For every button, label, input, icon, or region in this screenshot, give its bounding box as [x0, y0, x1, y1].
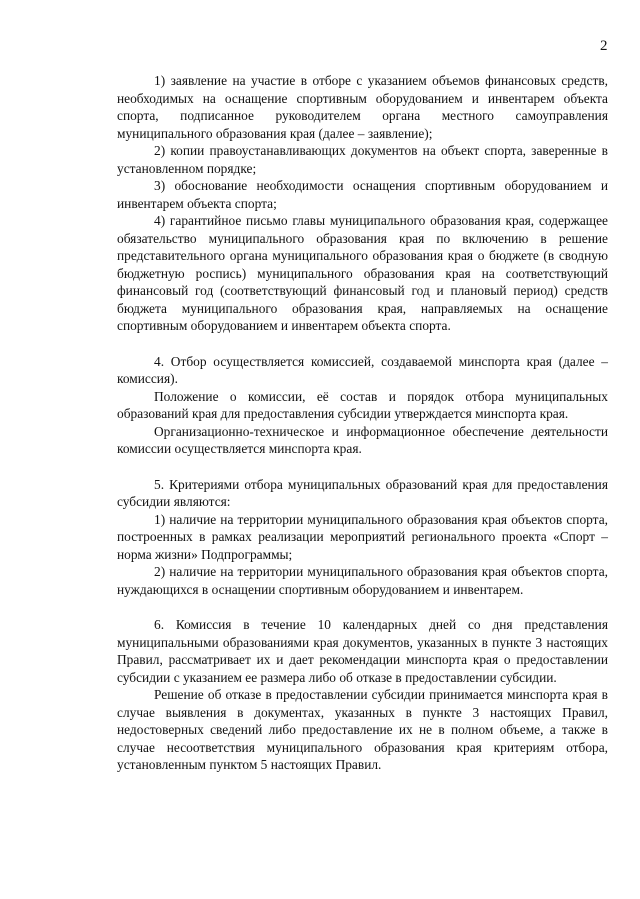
paragraph-commission-regulation: Положение о комиссии, её состав и порядок отбора муниципальных образований края для предоставления субсидии утверждается минспорта края.	[117, 388, 608, 421]
document-body	[117, 72, 608, 774]
paragraph-item-4: 4) гарантийное письмо главы муниципального образования края, содержащее обязательство муниципального образования края по включению в решение представительного органа муниципального образования края о бюджете (в сводную бюджетную роспись) муниципального образования края на соответствующий финансовый год (соответствующий финансовый год и плановый период) средств бюджета муниципального образования края, направляемых на оснащение спортивным оборудованием и инвентарем объекта спорта.	[117, 213, 608, 333]
page-number: 2	[600, 38, 608, 54]
paragraph-section-4: 4. Отбор осуществляется комиссией, создаваемой минспорта края (далее – комиссия).	[117, 353, 608, 386]
paragraph-criterion-1: 1) наличие на территории муниципального образования края объектов спорта, построенных в рамках реализации мероприятий регионального проекта «Спорт – норма жизни» Подпрограммы;	[117, 511, 608, 562]
paragraph-refusal-decision: Решение об отказе в предоставлении субсидии принимается минспорта края в случае выявления в документах, указанных в пункте 3 настоящих Правил, недостоверных сведений либо предоставление их не в полном объеме, а также в случае несоответствия муниципального образования края критериям отбора, установленным пунктом 5 настоящих Правил.	[117, 687, 608, 772]
paragraph-section-6: 6. Комиссия в течение 10 календарных дней со дня представления муниципальными образованиями края документов, указанных в пункте 3 настоящих Правил, рассматривает их и дает рекомендации минспорта края о предоставлении субсидии с указанием ее размера либо об отказе в предоставлении субсидии.	[117, 617, 608, 685]
paragraph-commission-support: Организационно-техническое и информационное обеспечение деятельности комиссии осуществляется минспорта края.	[117, 423, 608, 456]
paragraph-section-5: 5. Критериями отбора муниципальных образований края для предоставления субсидии являются:	[117, 476, 608, 509]
paragraph-criterion-2: 2) наличие на территории муниципального образования края объектов спорта, нуждающихся в оснащении спортивным оборудованием и инвентарем.	[117, 564, 608, 597]
paragraph-item-3: 3) обоснование необходимости оснащения спортивным оборудованием и инвентарем объекта спорта;	[117, 178, 608, 211]
paragraph-item-1: 1) заявление на участие в отборе с указанием объемов финансовых средств, необходимых на оснащение спортивным оборудованием и инвентарем объекта спорта, подписанное руководителем органа местного самоуправления муниципального образования края (далее – заявление);	[117, 73, 608, 141]
paragraph-item-2: 2) копии правоустанавливающих документов на объект спорта, заверенные в установленном порядке;	[117, 143, 608, 176]
